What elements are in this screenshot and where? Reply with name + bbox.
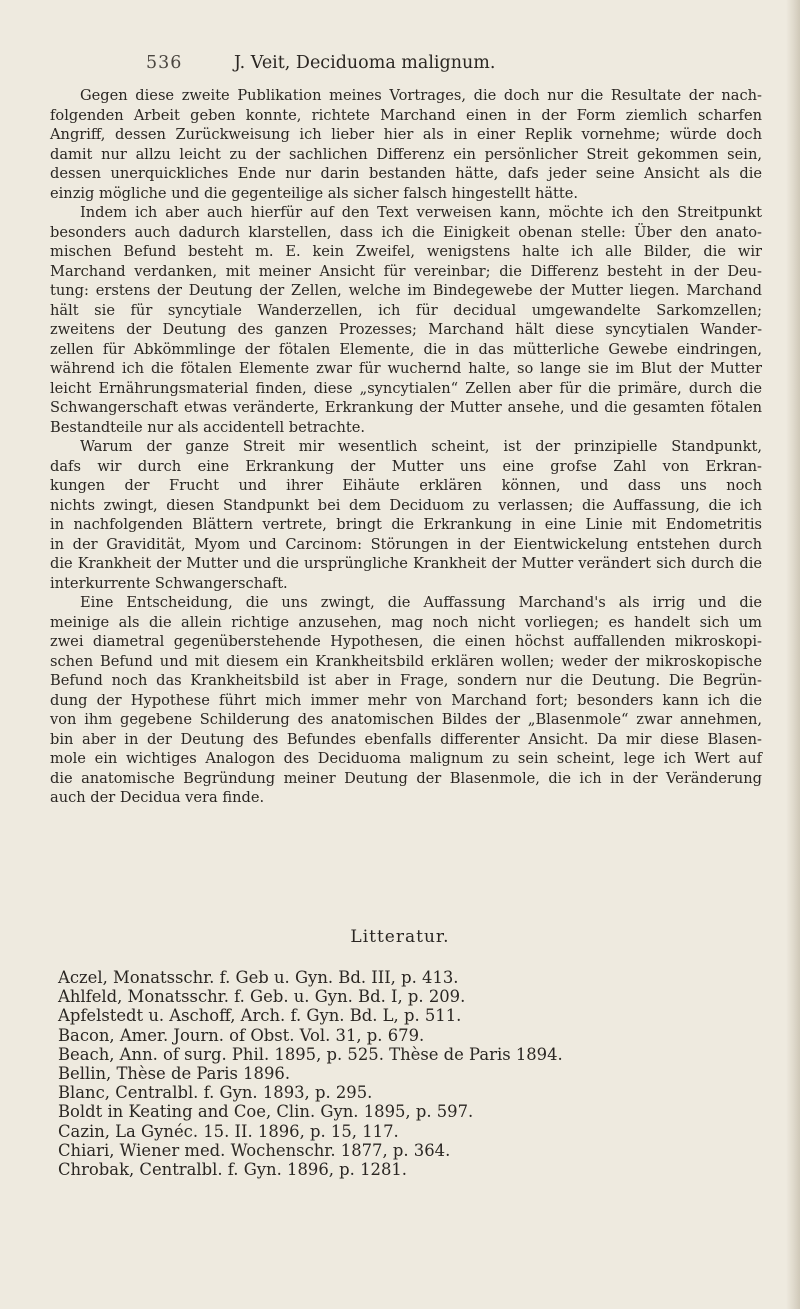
text-line: interkurrente Schwangerschaft. [50,574,288,592]
text-line: in nachfolgenden Blättern vertrete, bringt die Erkrankung in eine Linie mit Endometritis [50,516,762,533]
paragraph-4 [50,593,762,808]
paragraph-1 [50,86,762,203]
page-edge-shadow [786,0,800,1309]
text-line: die anatomische Begründung meiner Deutung der Blasenmole, die ich in der Veränderung [50,769,762,787]
reference-item: Cazin, La Gynéc. 15. II. 1896, p. 15, 117. [58,1121,399,1141]
body-text [50,86,762,808]
reference-item: Apfelstedt u. Aschoff, Arch. f. Gyn. Bd. L, p. 511. [58,1006,462,1026]
reference-item: Chiari, Wiener med. Wochenschr. 1877, p. 364. [58,1140,451,1160]
literature-heading: Litteratur. [350,927,450,947]
text-line: Bestandteile nur als accidentell betrachte. [50,418,365,436]
reference-item: Blanc, Centralbl. f. Gyn. 1893, p. 295. [58,1083,373,1103]
text-line: meinige als die allein richtige anzusehen, mag noch nicht vorliegen; es handelt sich um [50,613,762,631]
running-title: J. Veit, Deciduoma malignum. [234,53,496,73]
text-line: auch der Decidua vera finde. [50,789,265,806]
text-line: dung der Hypothese führt mich immer mehr von Marchand fort; besonders kann ich die [50,691,762,709]
reference-item: Boldt in Keating and Coe, Clin. Gyn. 1895, p. 597. [58,1102,474,1122]
text-line: hält sie für syncytiale Wanderzellen, ich für decidual umgewandelte Sarkomzellen; [50,301,762,319]
text-line: Warum der ganze Streit mir wesentlich scheint, ist der prinzipielle Standpunkt, [80,438,762,455]
text-line: nichts zwingt, diesen Standpunkt bei dem Deciduom zu verlassen; die Auffassung, die ich [50,496,762,514]
text-line: Schwangerschaft etwas veränderte, Erkrankung der Mutter ansehe, und die gesamten fötalen [50,399,762,416]
reference-item: Bacon, Amer. Journ. of Obst. Vol. 31, p. 679. [58,1025,425,1045]
text-line: von ihm gegebene Schilderung des anatomischen Bildes der „Blasenmole“ zwar annehmen, [50,711,762,728]
text-line: Befund noch das Krankheitsbild ist aber in Frage, sondern nur die Deutung. Die Begrün- [50,672,762,689]
text-line: dessen unerquickliches Ende nur darin bestanden hätte, dafs jeder seine Ansicht als die [50,165,762,182]
reference-item: Bellin, Thèse de Paris 1896. [58,1064,291,1084]
text-line: einzig mögliche und die gegenteilige als sicher falsch hingestellt hätte. [50,184,579,202]
text-line: Eine Entscheidung, die uns zwingt, die Auffassung Marchand's als irrig und die [80,594,762,611]
reference-item: Beach, Ann. of surg. Phil. 1895, p. 525. Thèse de Paris 1894. [58,1044,563,1064]
text-line: zellen für Abkömmlinge der fötalen Elemente, die in das mütterliche Gewebe eindringen, [50,340,762,358]
paragraph-2 [50,203,762,437]
text-line: bin aber in der Deutung des Befundes ebenfalls differenter Ansicht. Da mir diese Blasen- [50,730,762,748]
page-number: 536 [146,53,183,73]
text-line: mischen Befund besteht m. E. kein Zweifel, wenigstens halte ich alle Bilder, die wir [50,243,762,260]
text-line: Marchand verdanken, mit meiner Ansicht für vereinbar; die Differenz besteht in der Deu- [50,262,762,280]
text-line: zwei diametral gegenüberstehende Hypothesen, die einen höchst auffallenden mikroskopi- [50,633,762,650]
text-line: tung: erstens der Deutung der Zellen, welche im Bindegewebe der Mutter liegen. Marchand [50,282,762,299]
text-line: in der Gravidität, Myom und Carcinom: Störungen in der Eientwickelung entstehen durch [50,535,762,553]
reference-item: Chrobak, Centralbl. f. Gyn. 1896, p. 1281. [58,1160,408,1180]
paragraph-3 [50,437,762,593]
reference-item: Aczel, Monatsschr. f. Geb u. Gyn. Bd. III, p. 413. [58,968,459,987]
text-line: folgenden Arbeit geben konnte, richtete Marchand einen in der Form ziemlich scharfen [50,106,762,124]
reference-item: Ahlfeld, Monatsschr. f. Geb. u. Gyn. Bd. I, p. 209. [58,987,466,1007]
text-line: schen Befund und mit diesem ein Krankheitsbild erklären wollen; weder der mikroskopische [50,652,762,670]
text-line: Gegen diese zweite Publikation meines Vortrages, die doch nur die Resultate der nach- [80,87,762,104]
text-line: zweitens der Deutung des ganzen Prozesses; Marchand hält diese syncytialen Wander- [50,321,762,338]
text-line: mole ein wichtiges Analogon des Deciduoma malignum zu sein scheint, lege ich Wert auf [50,750,762,767]
text-line: leicht Ernährungsmaterial finden, diese „syncytialen“ Zellen aber für die primäre, durch die [50,379,762,397]
text-line: dafs wir durch eine Erkrankung der Mutter uns eine grofse Zahl von Erkran- [50,457,762,475]
text-line: die Krankheit der Mutter und die ursprüngliche Krankheit der Mutter verändert sich durch die [50,555,762,572]
text-line: damit nur allzu leicht zu der sachlichen Differenz ein persönlicher Streit gekommen sein, [50,145,762,163]
text-line: Indem ich aber auch hierfür auf den Text verweisen kann, möchte ich den Streitpunkt [80,204,762,221]
reference-list [58,968,758,1179]
text-line: besonders auch dadurch klarstellen, dass ich die Einigkeit obenan stelle: Über den anato- [50,223,762,241]
text-line: kungen der Frucht und ihrer Eihäute erklären können, und dass uns noch [50,477,762,494]
text-line: während ich die fötalen Elemente zwar für wuchernd halte, so lange sie im Blut der Mutter [50,360,762,377]
text-line: Angriff, dessen Zurückweisung ich lieber hier als in einer Replik vornehme; würde doch [50,126,762,143]
